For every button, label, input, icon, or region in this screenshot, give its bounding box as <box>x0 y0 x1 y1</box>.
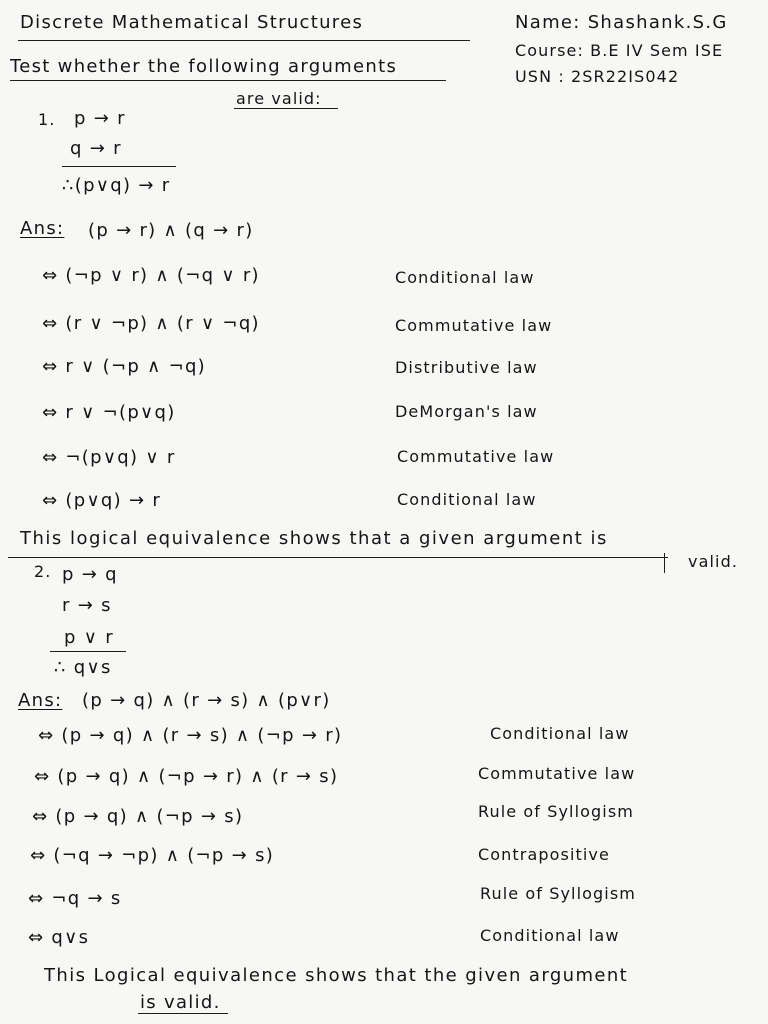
problem-2-step-1-expr: ⇔ (p → q) ∧ (r → s) ∧ (¬p → r) <box>38 725 343 746</box>
problem-1-premise-1: p → r <box>74 108 126 129</box>
problem-2-step-5-expr: ⇔ ¬q → s <box>28 888 122 909</box>
title-underline <box>18 40 470 41</box>
problem-1-conclusion-text-2: valid. <box>688 552 739 571</box>
problem-1-step-6-expr: ⇔ (p∨q) → r <box>42 490 162 511</box>
problem-2-premise-3: p ∨ r <box>64 627 114 648</box>
problem-1-divider <box>62 166 176 167</box>
student-name: Name: Shashank.S.G <box>515 12 728 33</box>
problem-1-step-1-law: Conditional law <box>395 268 535 287</box>
problem-2-step-2-law: Commutative law <box>478 764 636 783</box>
usn-info: USN : 2SR22IS042 <box>515 67 680 86</box>
problem-2-divider <box>50 651 126 652</box>
course-info: Course: B.E IV Sem ISE <box>515 41 724 60</box>
problem-1-step-3-expr: ⇔ r ∨ (¬p ∧ ¬q) <box>42 356 207 377</box>
problem-1-step-6-law: Conditional law <box>397 490 537 509</box>
problem-2-premise-2: r → s <box>62 595 112 616</box>
problem-2-step-1-law: Conditional law <box>490 724 630 743</box>
problem-2-step-2-expr: ⇔ (p → q) ∧ (¬p → r) ∧ (r → s) <box>34 766 339 787</box>
intro-underline-2 <box>234 108 338 109</box>
problem-1-step-5-law: Commutative law <box>397 447 555 466</box>
problem-1-ans-expr: (p → r) ∧ (q → r) <box>88 220 254 241</box>
problem-2-conclusion-text: This Logical equivalence shows that the given argument <box>44 965 629 986</box>
problem-2-premise-1: p → q <box>62 564 118 585</box>
problem-2-step-6-expr: ⇔ q∨s <box>28 927 90 948</box>
problem-1-conclusion: ∴(p∨q) → r <box>62 175 171 196</box>
page-title: Discrete Mathematical Structures <box>20 12 364 33</box>
problem-1-premise-2: q → r <box>70 138 122 159</box>
problem-2-end-underline <box>138 1013 228 1014</box>
intro-line-1: Test whether the following arguments <box>10 56 398 77</box>
problem-2-step-3-expr: ⇔ (p → q) ∧ (¬p → s) <box>32 806 244 827</box>
problem-1-conclusion-text: This logical equivalence shows that a given argument is <box>20 528 608 549</box>
problem-1-step-2-law: Commutative law <box>395 316 553 335</box>
problem-1-step-2-expr: ⇔ (r ∨ ¬p) ∧ (r ∨ ¬q) <box>42 313 260 334</box>
problem-2-step-4-expr: ⇔ (¬q → ¬p) ∧ (¬p → s) <box>30 845 275 866</box>
problem-2-ans-label: Ans: <box>18 690 63 711</box>
problem-2-step-5-law: Rule of Syllogism <box>480 884 636 903</box>
problem-1-step-4-law: DeMorgan's law <box>395 402 538 421</box>
problem-2-step-4-law: Contrapositive <box>478 845 610 864</box>
problem-2-step-3-law: Rule of Syllogism <box>478 802 634 821</box>
problem-1-end-mark <box>664 553 665 573</box>
problem-2-step-6-law: Conditional law <box>480 926 620 945</box>
problem-1-step-3-law: Distributive law <box>395 358 538 377</box>
problem-1-end-line <box>8 557 668 558</box>
intro-line-2: are valid: <box>236 89 322 108</box>
intro-underline-1 <box>10 80 446 81</box>
problem-1-number: 1. <box>38 110 56 129</box>
problem-1-step-4-expr: ⇔ r ∨ ¬(p∨q) <box>42 402 176 423</box>
problem-1-step-5-expr: ⇔ ¬(p∨q) ∨ r <box>42 447 176 468</box>
problem-2-number: 2. <box>34 562 52 581</box>
problem-2-ans-expr: (p → q) ∧ (r → s) ∧ (p∨r) <box>82 690 331 711</box>
problem-1-ans-label: Ans: <box>20 218 65 239</box>
problem-1-step-1-expr: ⇔ (¬p ∨ r) ∧ (¬q ∨ r) <box>42 265 260 286</box>
problem-2-conclusion-text-2: is valid. <box>140 992 221 1013</box>
problem-2-conclusion: ∴ q∨s <box>54 657 112 678</box>
